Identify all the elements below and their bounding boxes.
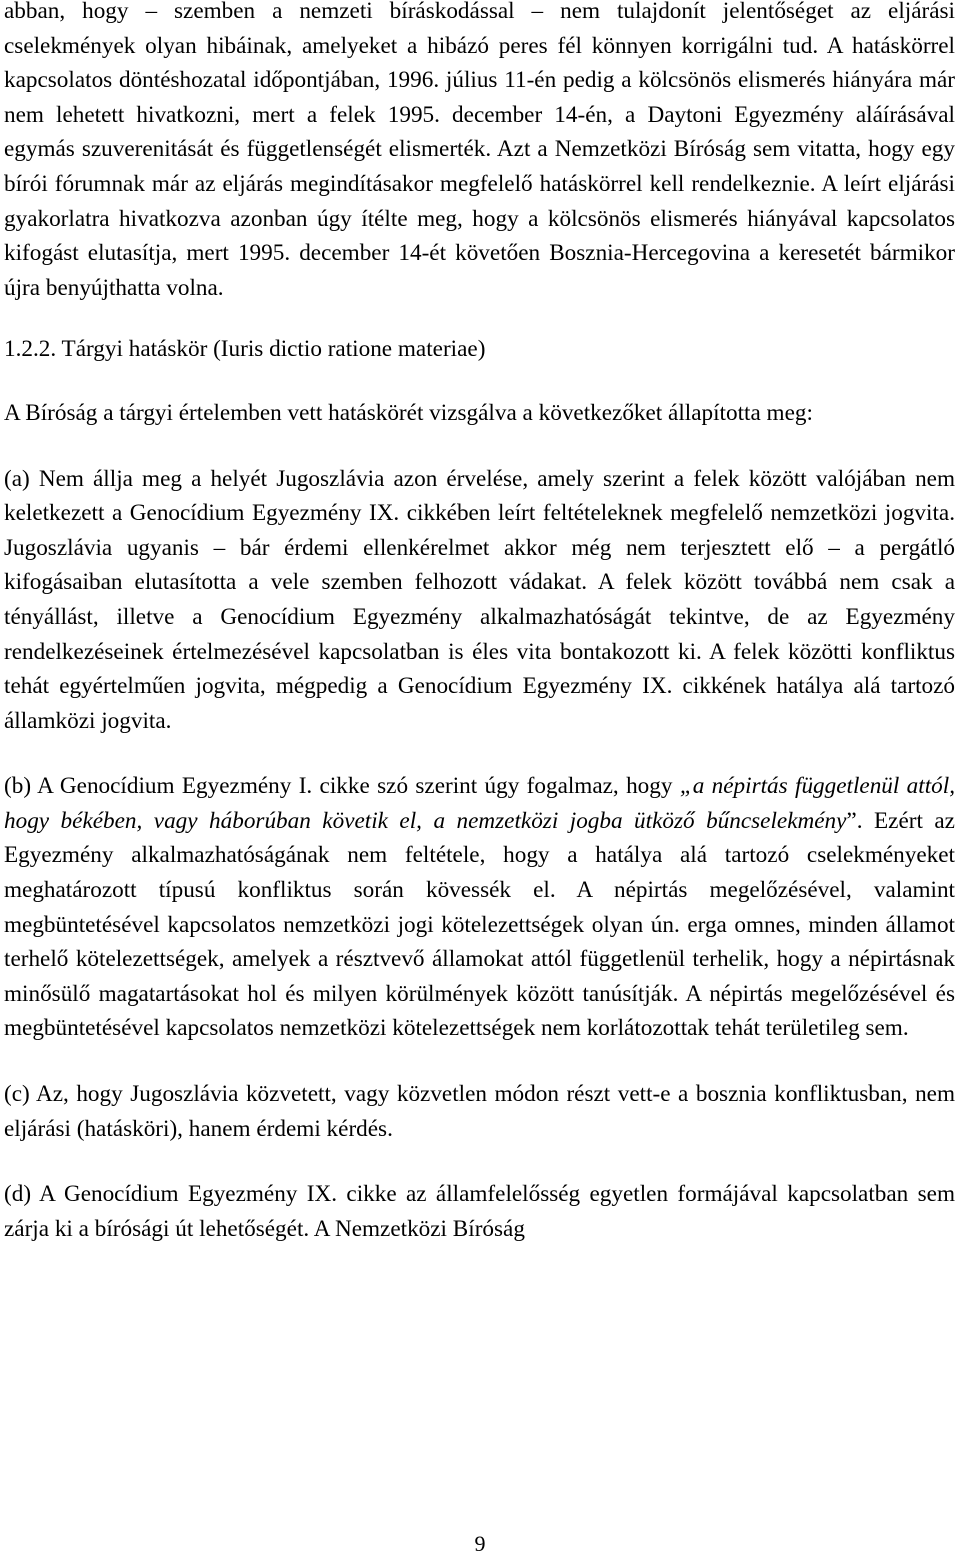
section-heading: 1.2.2. Tárgyi hatáskör (Iuris dictio ratione materiae) (4, 336, 486, 363)
paragraph-b-start: (b) A Genocídium Egyezmény I. cikke szó szerint úgy fogalmaz, hogy (4, 773, 680, 800)
paragraph-b-rest: ”. Ezért az Egyezmény alkalmazhatóságának nem feltétele, hogy a hatálya alá tartozó cselekményeket meghatározott típusú konfliktus során kövessék el. A népirtás megelőzésével, valamint megbüntetésével kapcsolatos nemzetközi jogi kötelezettségek olyan ún. erga omnes, minden államot terhelő kötelezettségek, amelyek a résztvevő államokat attól függetlenül terhelik, hogy a népirtásnak minősülő magatartásokat hol és milyen körülmények között tanúsítják. A népirtás megelőzésével és megbüntetésével kapcsolatos nemzetközi kötelezettségek nem korlátozottak tehát területileg sem. (4, 807, 955, 1042)
list-paragraph-b (4, 769, 955, 1046)
body-paragraph: A Bíróság a tárgyi értelemben vett hatáskörét vizsgálva a következőket állapította meg: (4, 399, 813, 426)
list-paragraph-c: (c) Az, hogy Jugoszlávia közvetett, vagy közvetlen módon részt vett-e a bosznia konfliktusban, nem eljárási (hatásköri), hanem érdemi kérdés. (4, 1081, 955, 1142)
list-paragraph-d: (d) A Genocídium Egyezmény IX. cikke az államfelelősség egyetlen formájával kapcsolatban sem zárja ki a bírósági út lehetőségét. A Nemzetközi Bíróság (4, 1181, 955, 1242)
document-page (4, 0, 955, 1246)
quoted-article-text: „a népirtás függetlenül attól, hogy békében, vagy háborúban követik el, a nemzetközi jogba ütköző bűncselekmény (4, 773, 955, 834)
body-paragraph: abban, hogy – szemben a nemzeti bíráskodással – nem tulajdonít jelentőséget az eljárási cselekmények olyan hibáinak, amelyeket a hibázó peres fél könnyen korrigálni tud. A hatáskörrel kapcsolatos döntéshozatal időpontjában, 1996. július 11-én pedig a kölcsönös elismerés hiányára már nem lehetett hivatkozni, mert a felek 1995. december 14-én, a Daytoni Egyezmény aláírásával egymás szuverenitását és függetlenségét elismerték. Azt a Nemzetközi Bíróság sem vitatta, hogy egy bírói fórumnak már az eljárás megindításakor megfelelő hatáskörrel kell rendelkeznie. A leírt eljárási gyakorlatra hivatkozva azonban úgy ítélte meg, hogy a kölcsönös elismerés hiányával kapcsolatos kifogást elutasítja, mert 1995. december 14-ét követően Bosznia-Hercegovina a keresetét bármikor újra benyújthatta volna. (4, 0, 955, 301)
page-number: 9 (474, 1531, 486, 1556)
list-paragraph-a: (a) Nem állja meg a helyét Jugoszlávia azon érvelése, amely szerint a felek között valójában nem keletkezett a Genocídium Egyezmény IX. cikkében leírt feltételeknek megfelelő nemzetközi jogvita. Jugoszlávia ugyanis – bár érdemi ellenkérelmet akkor még nem terjesztett elő – a pergátló kifogásaiban elutasította a vele szemben felhozott vádakat. A felek között továbbá nem csak a tényállást, illetve a Genocídium Egyezmény alkalmazhatóságát tekintve, de az Egyezmény rendelkezéseinek értelmezésével kapcsolatban is éles vita bontakozott ki. A felek közötti konfliktus tehát egyértelműen jogvita, mégpedig a Genocídium Egyezmény IX. cikkének hatálya alá tartozó államközi jogvita. (4, 465, 955, 734)
